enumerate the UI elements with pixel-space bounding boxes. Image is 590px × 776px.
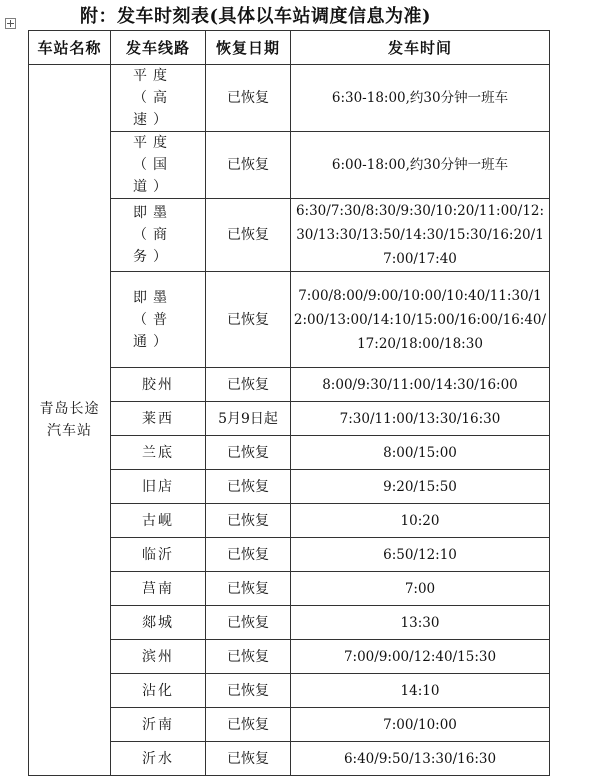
times-cell: 10:20	[291, 504, 550, 538]
table-row	[29, 65, 550, 132]
date-cell: 已恢复	[206, 132, 291, 199]
header-date: 恢复日期	[206, 31, 291, 65]
route-cell: 临沂	[111, 538, 206, 572]
times-cell: 13:30	[291, 606, 550, 640]
times-cell: 7:00/8:00/9:00/10:00/10:40/11:30/12:00/13:00/14:10/15:00/16:00/16:40/17:20/18:00/18:30	[291, 272, 550, 368]
times-cell: 9:20/15:50	[291, 470, 550, 504]
date-cell: 已恢复	[206, 65, 291, 132]
table-move-handle-icon[interactable]	[5, 18, 16, 29]
times-cell: 7:00/10:00	[291, 708, 550, 742]
route-cell: 滨州	[111, 640, 206, 674]
table-header-row	[29, 31, 550, 65]
route-cell: 沾化	[111, 674, 206, 708]
route-cell: 胶州	[111, 368, 206, 402]
date-cell: 已恢复	[206, 606, 291, 640]
date-cell: 已恢复	[206, 272, 291, 368]
page-title: 附：发车时刻表(具体以车站调度信息为准)	[80, 6, 432, 27]
route-cell: 莒南	[111, 572, 206, 606]
times-cell: 6:30/7:30/8:30/9:30/10:20/11:00/12:30/13:30/13:50/14:30/15:30/16:20/17:00/17:40	[291, 199, 550, 272]
times-cell: 7:00/9:00/12:40/15:30	[291, 640, 550, 674]
date-cell: 已恢复	[206, 436, 291, 470]
station-name: 青岛长途汽车站	[29, 65, 111, 776]
route-cell: 平度（国道）	[111, 132, 206, 199]
route-cell: 平度（高速）	[111, 65, 206, 132]
times-cell: 6:50/12:10	[291, 538, 550, 572]
schedule-table	[28, 30, 550, 776]
date-cell: 已恢复	[206, 368, 291, 402]
times-cell: 8:00/15:00	[291, 436, 550, 470]
header-times: 发车时间	[291, 31, 550, 65]
times-cell: 7:00	[291, 572, 550, 606]
times-cell: 8:00/9:30/11:00/14:30/16:00	[291, 368, 550, 402]
date-cell: 已恢复	[206, 742, 291, 776]
route-cell: 郯城	[111, 606, 206, 640]
times-cell: 6:40/9:50/13:30/16:30	[291, 742, 550, 776]
route-cell: 莱西	[111, 402, 206, 436]
route-cell: 即墨（商务）	[111, 199, 206, 272]
date-cell: 已恢复	[206, 538, 291, 572]
route-cell: 古岘	[111, 504, 206, 538]
route-cell: 旧店	[111, 470, 206, 504]
date-cell: 5月9日起	[206, 402, 291, 436]
date-cell: 已恢复	[206, 199, 291, 272]
route-cell: 兰底	[111, 436, 206, 470]
route-cell: 即墨（普通）	[111, 272, 206, 368]
date-cell: 已恢复	[206, 640, 291, 674]
times-cell: 6:30-18:00,约30分钟一班车	[291, 65, 550, 132]
times-cell: 14:10	[291, 674, 550, 708]
date-cell: 已恢复	[206, 708, 291, 742]
date-cell: 已恢复	[206, 572, 291, 606]
times-cell: 6:00-18:00,约30分钟一班车	[291, 132, 550, 199]
times-cell: 7:30/11:00/13:30/16:30	[291, 402, 550, 436]
route-cell: 沂南	[111, 708, 206, 742]
header-route: 发车线路	[111, 31, 206, 65]
date-cell: 已恢复	[206, 470, 291, 504]
header-station: 车站名称	[29, 31, 111, 65]
date-cell: 已恢复	[206, 674, 291, 708]
route-cell: 沂水	[111, 742, 206, 776]
date-cell: 已恢复	[206, 504, 291, 538]
